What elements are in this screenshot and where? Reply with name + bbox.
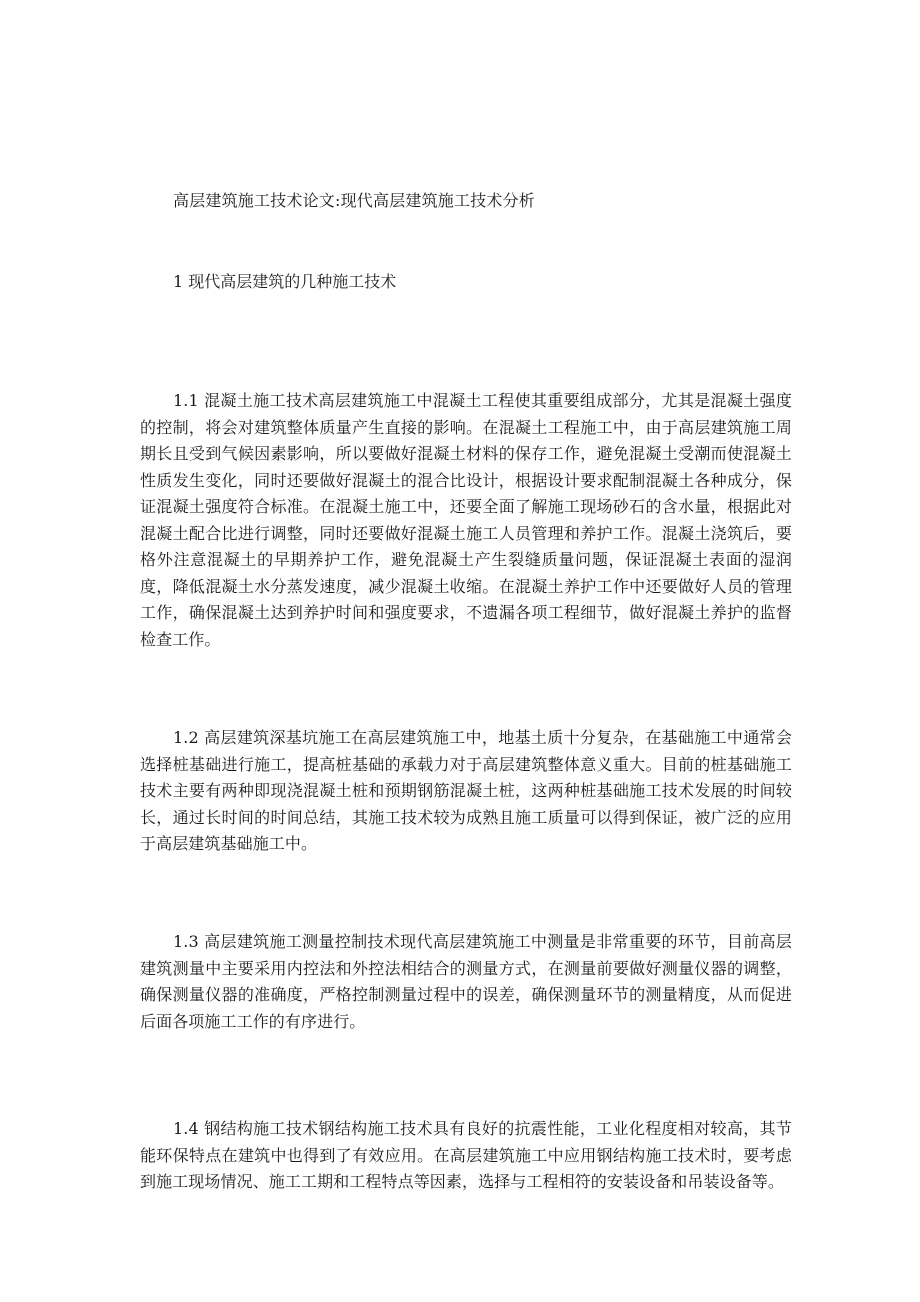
paragraph-1-4-steel-structure: 1.4 钢结构施工技术钢结构施工技术具有良好的抗震性能，工业化程度相对较高，其节能环保特点在建筑中也得到了有效应用。在高层建筑施工中应用钢结构施工技术时，要考虑到施工现场情况、施工工期和工程特点等因素，选择与工程相符的安装设备和吊装设备等。 [140,1119,792,1191]
paragraph-1-2-deep-foundation: 1.2 高层建筑深基坑施工在高层建筑施工中，地基土质十分复杂，在基础施工中通常会选择桩基础进行施工，提高桩基础的承载力对于高层建筑整体意义重大。目前的桩基础施工技术主要有两种即现浇混凝土桩和预期钢筋混凝土桩，这两种桩基础施工技术发展的时间较长，通过长时间的时间总结，其施工技术较为成熟且施工质量可以得到保证，被广泛的应用于高层建筑基础施工中。 [140,728,792,853]
document-title: 高层建筑施工技术论文:现代高层建筑施工技术分析 [173,191,535,210]
paragraph-1-3-surveying: 1.3 高层建筑施工测量控制技术现代高层建筑施工中测量是非常重要的环节，目前高层建筑测量中主要采用内控法和外控法相结合的测量方式，在测量前要做好测量仪器的调整，确保测量仪器的准确度，严格控制测量过程中的误差，确保测量环节的测量精度，从而促进后面各项施工工作的有序进行。 [140,932,792,1031]
paragraph-1-1-concrete: 1.1 混凝土施工技术高层建筑施工中混凝土工程使其重要组成部分，尤其是混凝土强度的控制，将会对建筑整体质量产生直接的影响。在混凝土工程施工中，由于高层建筑施工周期长且受到气候因素影响，所以要做好混凝土材料的保存工作，避免混凝土受潮而使混凝土性质发生变化，同时还要做好混凝土的混合比设计，根据设计要求配制混凝土各种成分，保证混凝土强度符合标准。在混凝土施工中，还要全面了解施工现场砂石的含水量，根据此对混凝土配合比进行调整，同时还要做好混凝土施工人员管理和养护工作。混凝土浇筑后，要格外注意混凝土的早期养护工作，避免混凝土产生裂缝质量问题，保证混凝土表面的湿润度，降低混凝土水分蒸发速度，减少混凝土收缩。在混凝土养护工作中还要做好人员的管理工作，确保混凝土达到养护时间和强度要求，不遗漏各项工程细节，做好混凝土养护的监督检查工作。 [140,391,792,649]
section-heading: 1 现代高层建筑的几种施工技术 [173,272,397,291]
